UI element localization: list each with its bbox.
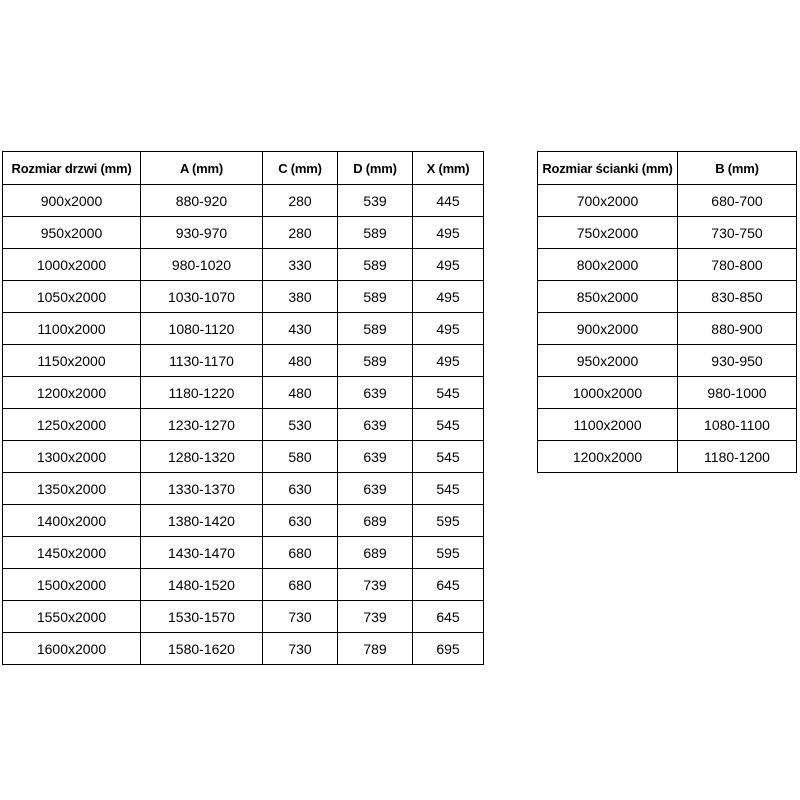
table-cell: 850x2000	[538, 281, 678, 313]
table-cell: 539	[338, 185, 413, 217]
table-cell: 1450x2000	[3, 537, 141, 569]
table-cell: 495	[413, 249, 484, 281]
table-cell: 545	[413, 377, 484, 409]
table-cell: 900x2000	[538, 313, 678, 345]
table-row	[3, 409, 484, 441]
table-cell: 630	[263, 505, 338, 537]
table-cell: 280	[263, 217, 338, 249]
table-cell: 1550x2000	[3, 601, 141, 633]
table-row	[3, 633, 484, 665]
column-header: Rozmiar drzwi (mm)	[3, 152, 141, 185]
table-cell: 1350x2000	[3, 473, 141, 505]
table-cell: 595	[413, 505, 484, 537]
table-cell: 1030-1070	[141, 281, 263, 313]
table-cell: 930-950	[678, 345, 797, 377]
table-cell: 330	[263, 249, 338, 281]
table-cell: 530	[263, 409, 338, 441]
table-cell: 1330-1370	[141, 473, 263, 505]
table-cell: 480	[263, 377, 338, 409]
table-cell: 639	[338, 473, 413, 505]
table-row	[3, 601, 484, 633]
table-cell: 1080-1100	[678, 409, 797, 441]
table-row	[3, 505, 484, 537]
table-cell: 789	[338, 633, 413, 665]
table-cell: 680	[263, 537, 338, 569]
table-cell: 1000x2000	[3, 249, 141, 281]
table-cell: 1380-1420	[141, 505, 263, 537]
table-cell: 980-1020	[141, 249, 263, 281]
table-cell: 780-800	[678, 249, 797, 281]
table-row	[538, 217, 797, 249]
table-cell: 495	[413, 281, 484, 313]
table-cell: 595	[413, 537, 484, 569]
table-cell: 680-700	[678, 185, 797, 217]
table-row	[538, 377, 797, 409]
table-row	[538, 345, 797, 377]
table-cell: 950x2000	[538, 345, 678, 377]
table-cell: 645	[413, 569, 484, 601]
door-sizes-body	[3, 185, 484, 665]
table-cell: 880-920	[141, 185, 263, 217]
column-header: B (mm)	[678, 152, 797, 185]
table-row	[538, 185, 797, 217]
table-row	[3, 313, 484, 345]
table-row	[538, 313, 797, 345]
table-cell: 689	[338, 537, 413, 569]
table-cell: 880-900	[678, 313, 797, 345]
table-cell: 1000x2000	[538, 377, 678, 409]
table-row	[538, 409, 797, 441]
table-cell: 495	[413, 217, 484, 249]
table-cell: 589	[338, 281, 413, 313]
table-cell: 380	[263, 281, 338, 313]
table-cell: 495	[413, 313, 484, 345]
table-cell: 630	[263, 473, 338, 505]
table-row	[3, 185, 484, 217]
table-cell: 1230-1270	[141, 409, 263, 441]
table-cell: 1150x2000	[3, 345, 141, 377]
column-header: A (mm)	[141, 152, 263, 185]
table-cell: 280	[263, 185, 338, 217]
table-cell: 545	[413, 473, 484, 505]
table-row	[3, 249, 484, 281]
table-cell: 830-850	[678, 281, 797, 313]
table-row	[538, 441, 797, 473]
column-header: Rozmiar ścianki (mm)	[538, 152, 678, 185]
table-cell: 1250x2000	[3, 409, 141, 441]
table-row	[538, 281, 797, 313]
table-cell: 1480-1520	[141, 569, 263, 601]
column-header: X (mm)	[413, 152, 484, 185]
table-cell: 1200x2000	[538, 441, 678, 473]
table-cell: 589	[338, 217, 413, 249]
table-row	[3, 537, 484, 569]
table-cell: 545	[413, 441, 484, 473]
door-sizes-header-row	[3, 152, 484, 185]
table-cell: 1100x2000	[3, 313, 141, 345]
table-cell: 730	[263, 633, 338, 665]
table-cell: 639	[338, 409, 413, 441]
table-cell: 1180-1220	[141, 377, 263, 409]
table-row	[3, 217, 484, 249]
table-cell: 1430-1470	[141, 537, 263, 569]
table-cell: 689	[338, 505, 413, 537]
table-cell: 695	[413, 633, 484, 665]
table-cell: 639	[338, 377, 413, 409]
table-cell: 1600x2000	[3, 633, 141, 665]
table-cell: 495	[413, 345, 484, 377]
table-row	[3, 473, 484, 505]
table-cell: 739	[338, 601, 413, 633]
table-cell: 645	[413, 601, 484, 633]
table-cell: 800x2000	[538, 249, 678, 281]
table-cell: 580	[263, 441, 338, 473]
table-cell: 589	[338, 345, 413, 377]
table-cell: 1130-1170	[141, 345, 263, 377]
table-cell: 589	[338, 249, 413, 281]
table-row	[538, 249, 797, 281]
table-cell: 1180-1200	[678, 441, 797, 473]
table-cell: 900x2000	[3, 185, 141, 217]
table-cell: 445	[413, 185, 484, 217]
column-header: C (mm)	[263, 152, 338, 185]
table-row	[3, 377, 484, 409]
table-cell: 730	[263, 601, 338, 633]
table-cell: 739	[338, 569, 413, 601]
wall-panel-sizes-table	[537, 151, 797, 473]
door-sizes-table	[2, 151, 484, 665]
table-cell: 1080-1120	[141, 313, 263, 345]
table-cell: 950x2000	[3, 217, 141, 249]
table-cell: 700x2000	[538, 185, 678, 217]
table-cell: 639	[338, 441, 413, 473]
table-cell: 430	[263, 313, 338, 345]
table-cell: 1530-1570	[141, 601, 263, 633]
table-cell: 480	[263, 345, 338, 377]
table-cell: 545	[413, 409, 484, 441]
table-cell: 1300x2000	[3, 441, 141, 473]
table-row	[3, 441, 484, 473]
table-cell: 1100x2000	[538, 409, 678, 441]
table-cell: 1580-1620	[141, 633, 263, 665]
table-row	[3, 569, 484, 601]
table-cell: 1500x2000	[3, 569, 141, 601]
table-cell: 1050x2000	[3, 281, 141, 313]
table-cell: 930-970	[141, 217, 263, 249]
table-cell: 680	[263, 569, 338, 601]
table-cell: 730-750	[678, 217, 797, 249]
table-cell: 1280-1320	[141, 441, 263, 473]
table-row	[3, 345, 484, 377]
wall-panel-sizes-header-row	[538, 152, 797, 185]
table-cell: 1200x2000	[3, 377, 141, 409]
wall-panel-sizes-body	[538, 185, 797, 473]
table-cell: 589	[338, 313, 413, 345]
table-cell: 980-1000	[678, 377, 797, 409]
table-cell: 750x2000	[538, 217, 678, 249]
table-row	[3, 281, 484, 313]
table-cell: 1400x2000	[3, 505, 141, 537]
column-header: D (mm)	[338, 152, 413, 185]
